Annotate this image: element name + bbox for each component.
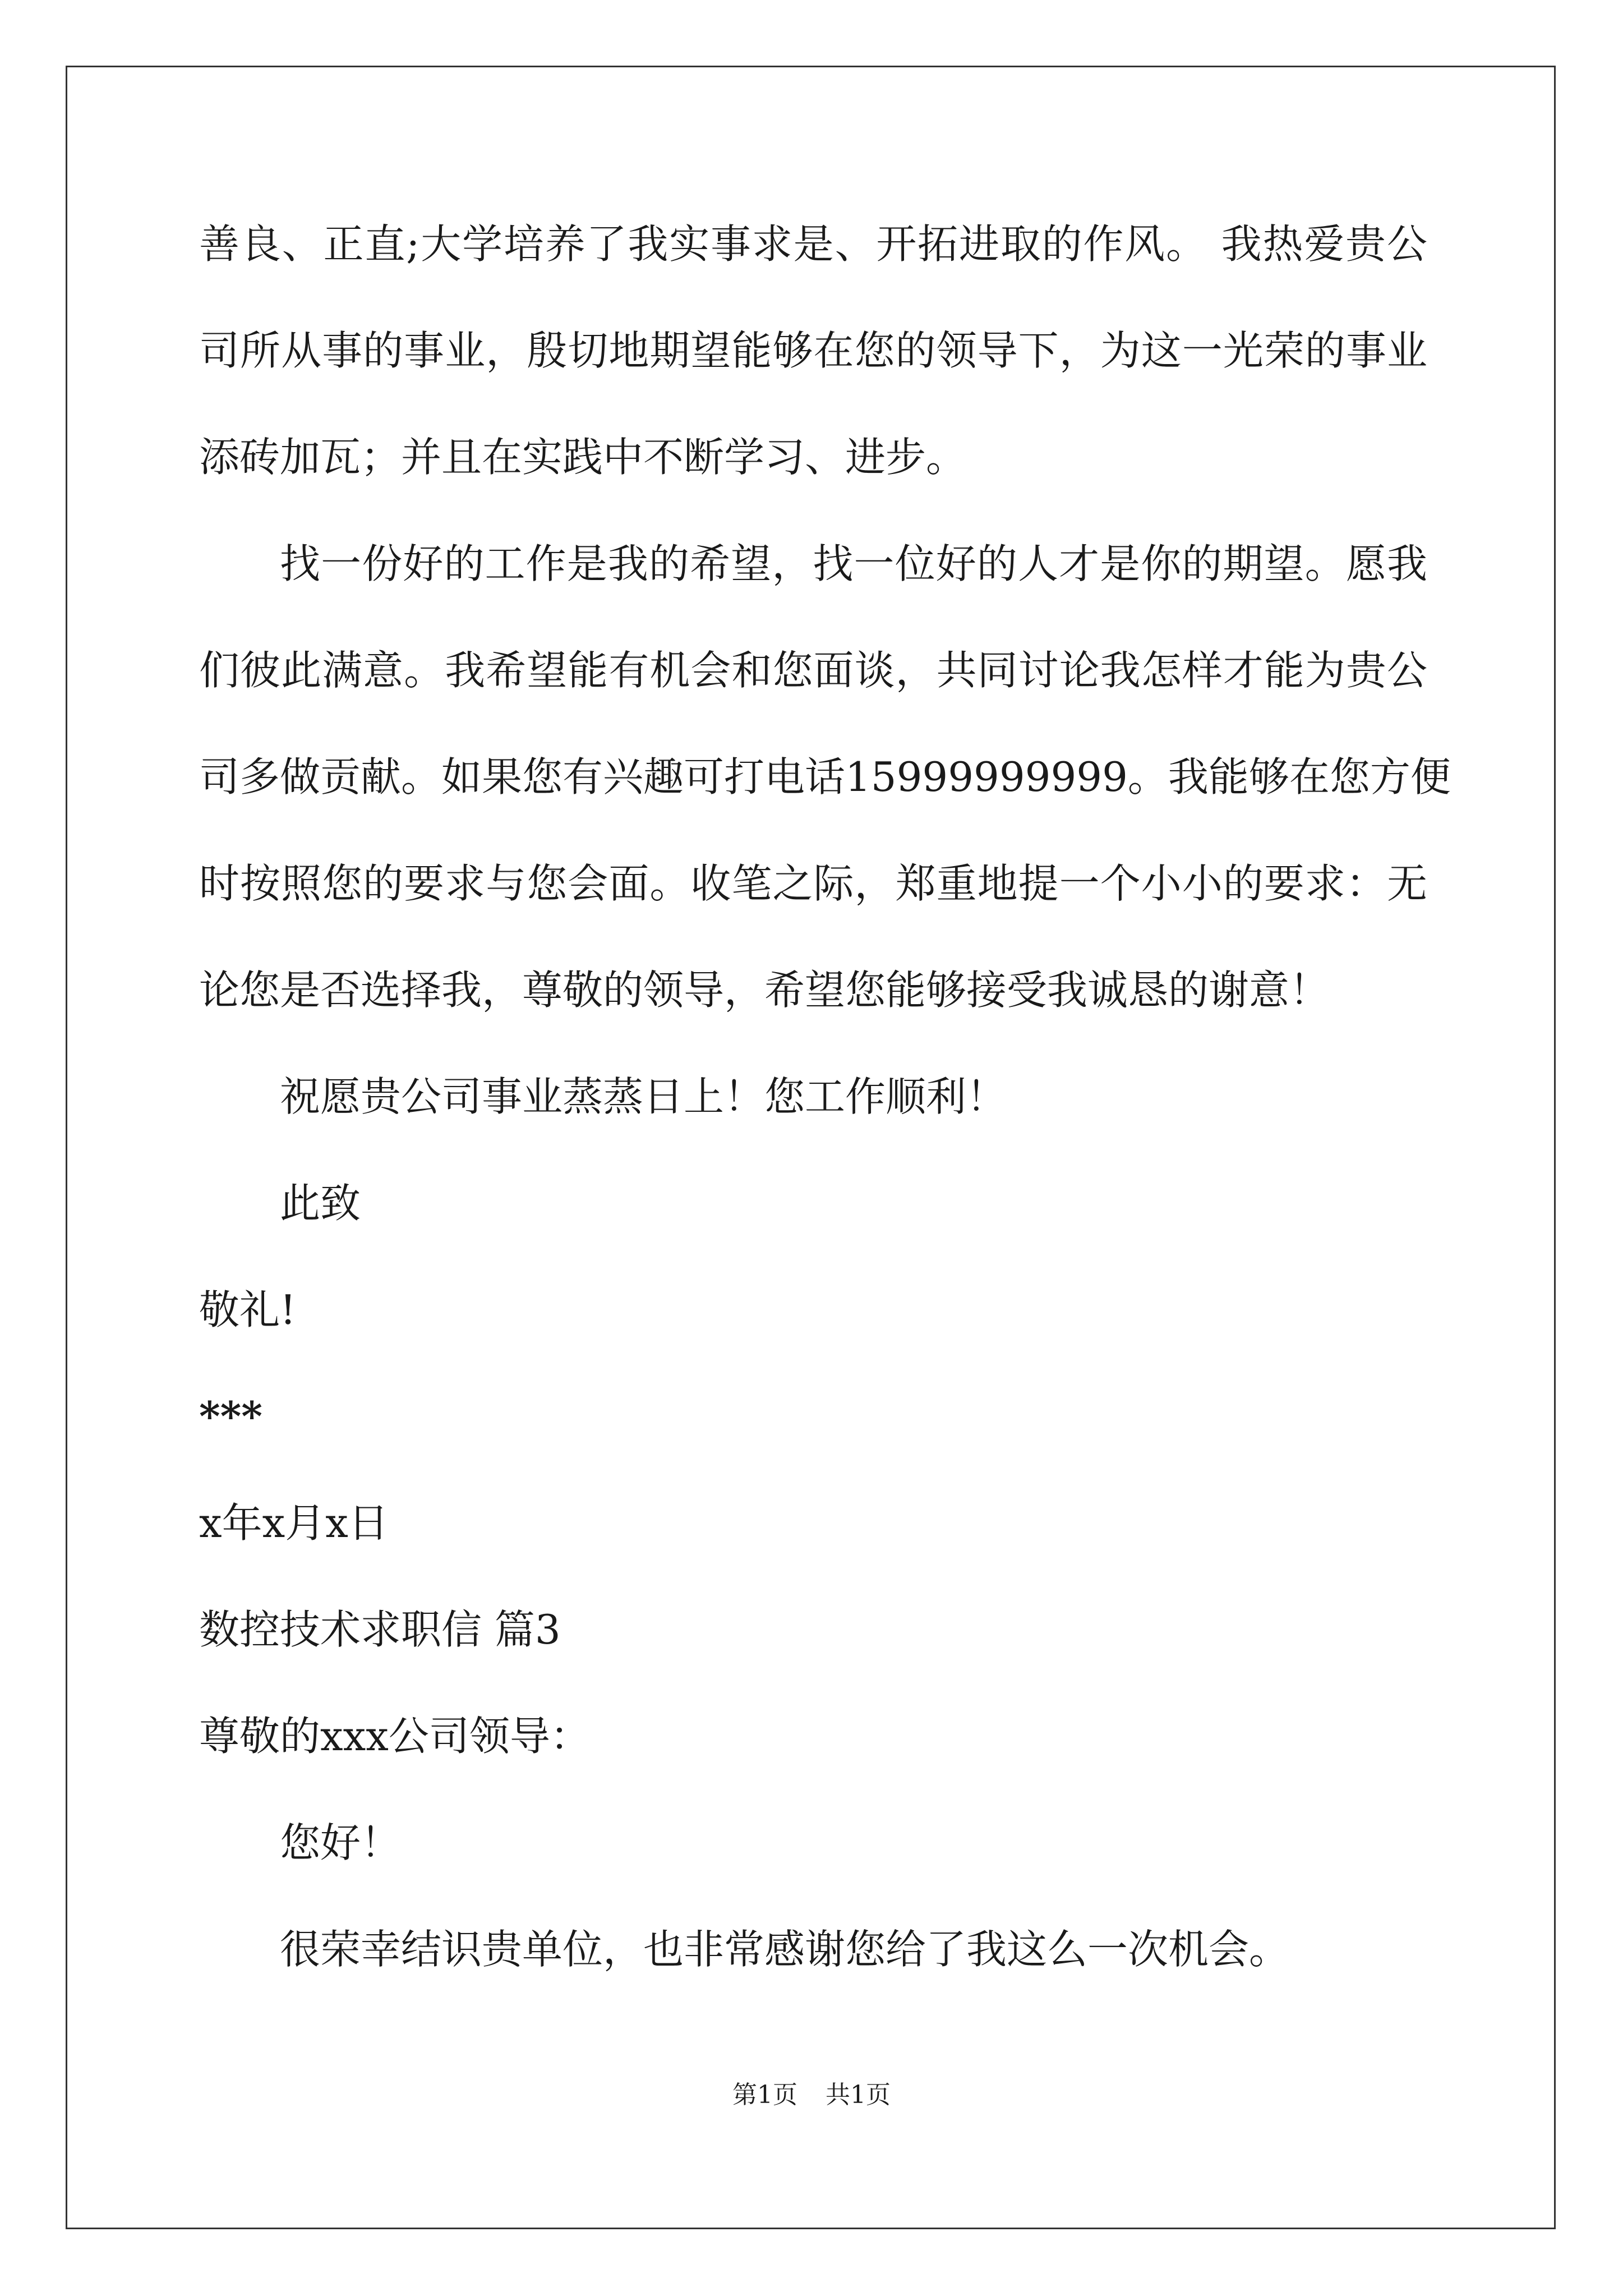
body-line: 司所从事的事业，殷切地期望能够在您的领导下，为这一光荣的事业 (199, 327, 1427, 374)
body-line: 论您是否选择我，尊敬的领导，希望您能够接受我诚恳的谢意！ (199, 967, 1330, 1014)
body-line: 司多做贡献。如果您有兴趣可打电话15999999999。我能够在您方便 (199, 753, 1451, 800)
body-line: 找一份好的工作是我的希望，找一位好的人才是你的期望。愿我 (280, 540, 1427, 587)
salutation-regards: 敬礼! (199, 1286, 296, 1333)
page-footer (0, 2081, 1623, 2109)
body-line: 很荣幸结识贵单位，也非常感谢您给了我这么一次机会。 (280, 1926, 1290, 1973)
page-total: 共1页 (826, 2081, 891, 2109)
body-line: 添砖加瓦；并且在实践中不断学习、进步。 (199, 434, 967, 481)
signature: *** (199, 1392, 262, 1440)
page-number: 第1页 (732, 2081, 797, 2109)
letter-body (199, 220, 1451, 1973)
recipient-line: 尊敬的xxx公司领导： (199, 1713, 591, 1760)
salutation-closing: 此致 (280, 1180, 361, 1227)
body-line: 们彼此满意。我希望能有机会和您面谈，共同讨论我怎样才能为贵公 (199, 647, 1427, 694)
body-line: 善良、正直;大学培养了我实事求是、开拓进取的作风。 我热爱贵公 (199, 220, 1427, 268)
closing-wish: 祝愿贵公司事业蒸蒸日上！您工作顺利！ (280, 1073, 1007, 1120)
date-line: x年x月x日 (199, 1499, 389, 1547)
section-heading: 数控技术求职信 篇3 (199, 1606, 561, 1653)
greeting: 您好！ (280, 1819, 402, 1866)
body-line: 时按照您的要求与您会面。收笔之际，郑重地提一个小小的要求：无 (199, 860, 1427, 907)
